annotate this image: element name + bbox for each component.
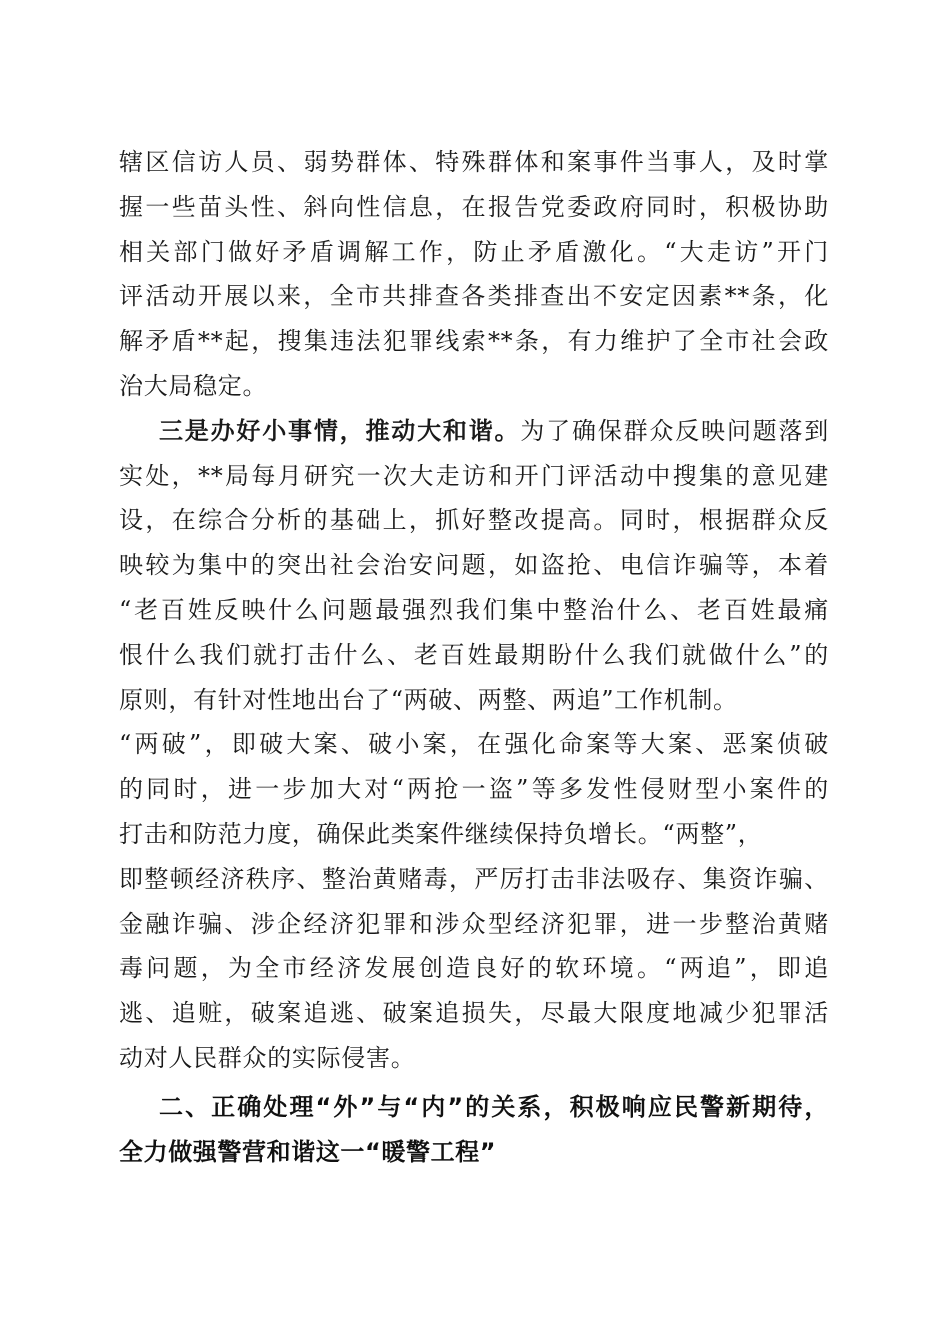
text-line: “两破”，即破大案、破小案，在强化命案等大案、恶案侦破: [119, 730, 829, 759]
text-line: 恨什么我们就打击什么、老百姓最期盼什么我们就做什么”的: [119, 640, 829, 669]
heading-line: 全力做强警营和谐这一“暖警工程”: [119, 1137, 497, 1166]
text-line: 相关部门做好矛盾调解工作，防止矛盾激化。“大走访”开门: [119, 237, 829, 266]
text-line: 映较为集中的突出社会治安问题，如盗抢、电信诈骗等，本着: [119, 551, 829, 580]
text-line: 毒问题，为全市经济发展创造良好的软环境。“两追”，即追: [119, 954, 829, 983]
text-line: 金融诈骗、涉企经济犯罪和涉众型经济犯罪，进一步整治黄赌: [119, 909, 829, 938]
document-body: [119, 140, 829, 1175]
section-heading: [119, 1085, 829, 1175]
text-line: 握一些苗头性、斜向性信息，在报告党委政府同时，积极协助: [119, 192, 829, 221]
text-line: “老百姓反映什么问题最强烈我们集中整治什么、老百姓最痛: [119, 595, 829, 624]
text-line: 原则，有针对性地出台了“两破、两整、两追”工作机制。: [119, 685, 738, 714]
paragraph-small-matters: [119, 409, 829, 1081]
text-line: 的同时，进一步加大对“两抢一盗”等多发性侵财型小案件的: [119, 775, 829, 804]
text-line: 设，在综合分析的基础上，抓好整改提高。同时，根据群众反: [119, 506, 829, 535]
text-line: 治大局稳定。: [119, 371, 268, 400]
heading-line: 二、正确处理“外”与“内”的关系，积极响应民警新期待，: [159, 1092, 829, 1121]
paragraph-lead: 三是办好小事情，推动大和谐。: [159, 415, 521, 445]
text-line: 评活动开展以来，全市共排查各类排查出不安定因素**条，化: [119, 282, 829, 311]
text-line: 辖区信访人员、弱势群体、特殊群体和案事件当事人，及时掌: [119, 148, 829, 176]
text-line: 打击和防范力度，确保此类案件继续保持负增长。“两整”，: [119, 819, 763, 848]
text-line: 逃、追赃，破案追逃、破案追损失，尽最大限度地减少犯罪活: [119, 999, 829, 1028]
text-line: 解矛盾**起，搜集违法犯罪线索**条，有力维护了全市社会政: [119, 327, 829, 356]
text-line: 动对人民群众的实际侵害。: [119, 1043, 416, 1072]
text-line: 实处，**局每月研究一次大走访和开门评活动中搜集的意见建: [119, 461, 829, 490]
paragraph-stability: [119, 140, 829, 409]
paragraph-text: 为了确保群众反映问题落到: [520, 416, 829, 445]
text-line: 即整顿经济秩序、整治黄赌毒，严厉打击非法吸存、集资诈骗、: [119, 864, 829, 893]
text-line: [119, 409, 829, 454]
